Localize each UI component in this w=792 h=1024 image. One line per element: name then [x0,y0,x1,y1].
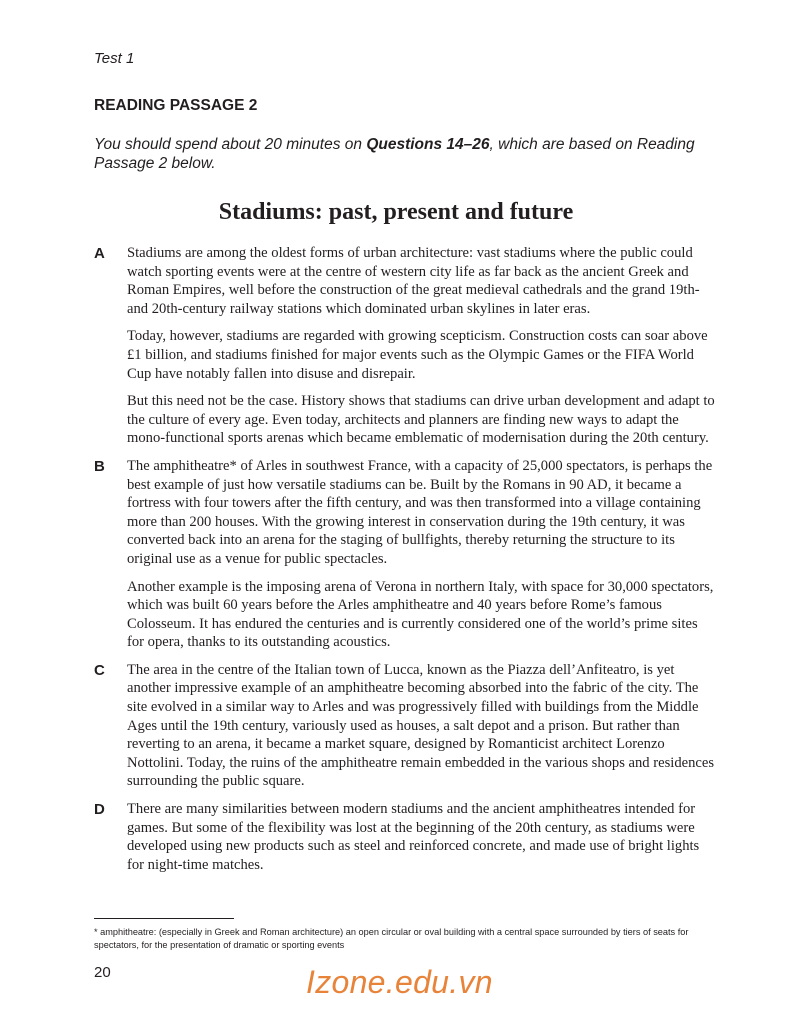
section-letter: D [94,801,105,819]
watermark: Izone.edu.vn [306,964,493,1000]
section-letter: A [94,245,105,262]
paragraph: Stadiums are among the oldest forms of urban architecture: vast stadiums where the public could watch sporting events were at the centre of western city life as far back as the ancient Greek and Roman Empires, well before the construction of the great medieval cathedrals and the grand 19th- and 20th-century railway stations which dominated urban skylines in later eras. [127,245,700,317]
section-c [94,661,716,791]
paragraph: But this need not be the case. History shows that stadiums can drive urban development and adapt to the culture of every age. Even today, architects and planners are finding new ways to adapt the mono-functional sports arenas which became emblematic of modernisation during the 20th century. [127,393,715,447]
paragraph: Today, however, stadiums are regarded with growing scepticism. Construction costs can soar above £1 billion, and stadiums finished for major events such as the Olympic Games or the FIFA World Cup have notably fallen into disuse and disrepair. [127,328,708,382]
instructions [94,135,734,173]
section-body [127,457,716,652]
section-letter: C [94,661,105,679]
instructions-questions-range: Questions 14–26 [366,136,490,153]
reading-passage-heading: READING PASSAGE 2 [94,97,258,114]
paragraph: Another example is the imposing arena of Verona in northern Italy, with space for 30,000 spectators, which was built 60 years before the Arles amphitheatre and 40 years before Rome’s famous Colosseum. It has endured the centuries and is currently considered one of the world’s prime sites for opera, thanks to its outstanding acoustics. [127,578,714,651]
instructions-text-after: , which are based on Reading Passage 2 below. [94,136,695,172]
test-label: Test 1 [94,50,135,67]
section-body [127,244,716,448]
section-body [127,661,716,791]
instructions-text-before: You should spend about 20 minutes on [94,136,367,153]
footnote-divider [94,918,234,919]
section-body [127,800,716,874]
paragraph: The area in the centre of the Italian town of Lucca, known as the Piazza dell’Anfiteatro, is yet another impressive example of an amphitheatre becoming absorbed into the fabric of the city. The site evolved in a similar way to Arles and was progressively filled with buildings from the Middle Ages until the 19th century, variously used as houses, a salt depot and a prison. But rather than reverting to an arena, it became a market square, designed by Romanticist architect Lorenzo Nottolini. Today, the ruins of the amphitheatre remain embedded in the various shops and residences surrounding the public square. [127,661,715,790]
footnote: * amphitheatre: (especially in Greek and Roman architecture) an open circular or oval building with a central space surrounded by tiers of seats for spectators, for the presentation of dramatic or sporting events [94,927,689,950]
paragraph: The amphitheatre* of Arles in southwest France, with a capacity of 25,000 spectators, is perhaps the best example of just how versatile stadiums can be. Built by the Romans in 90 AD, it became a fortress with four towers after the fifth century, and was then transformed into a village containing more than 200 houses. With the growing interest in conservation during the 19th century, it was converted back into an arena for the staging of bullfights, thereby returning the structure to its original use as a venue for public spectacles. [127,457,713,567]
section-a [94,244,716,448]
passage-title: Stadiums: past, present and future [218,199,574,225]
paragraph: There are many similarities between modern stadiums and the ancient amphitheatres intended for games. But some of the flexibility was lost at the beginning of the 20th century, as stadiums were developed using new products such as steel and reinforced concrete, and made use of bright lights for night-time matches. [127,801,700,873]
passage-body [94,244,716,883]
section-b [94,457,716,652]
section-letter: B [94,457,105,475]
page-number: 20 [94,964,111,981]
section-d [94,800,716,874]
